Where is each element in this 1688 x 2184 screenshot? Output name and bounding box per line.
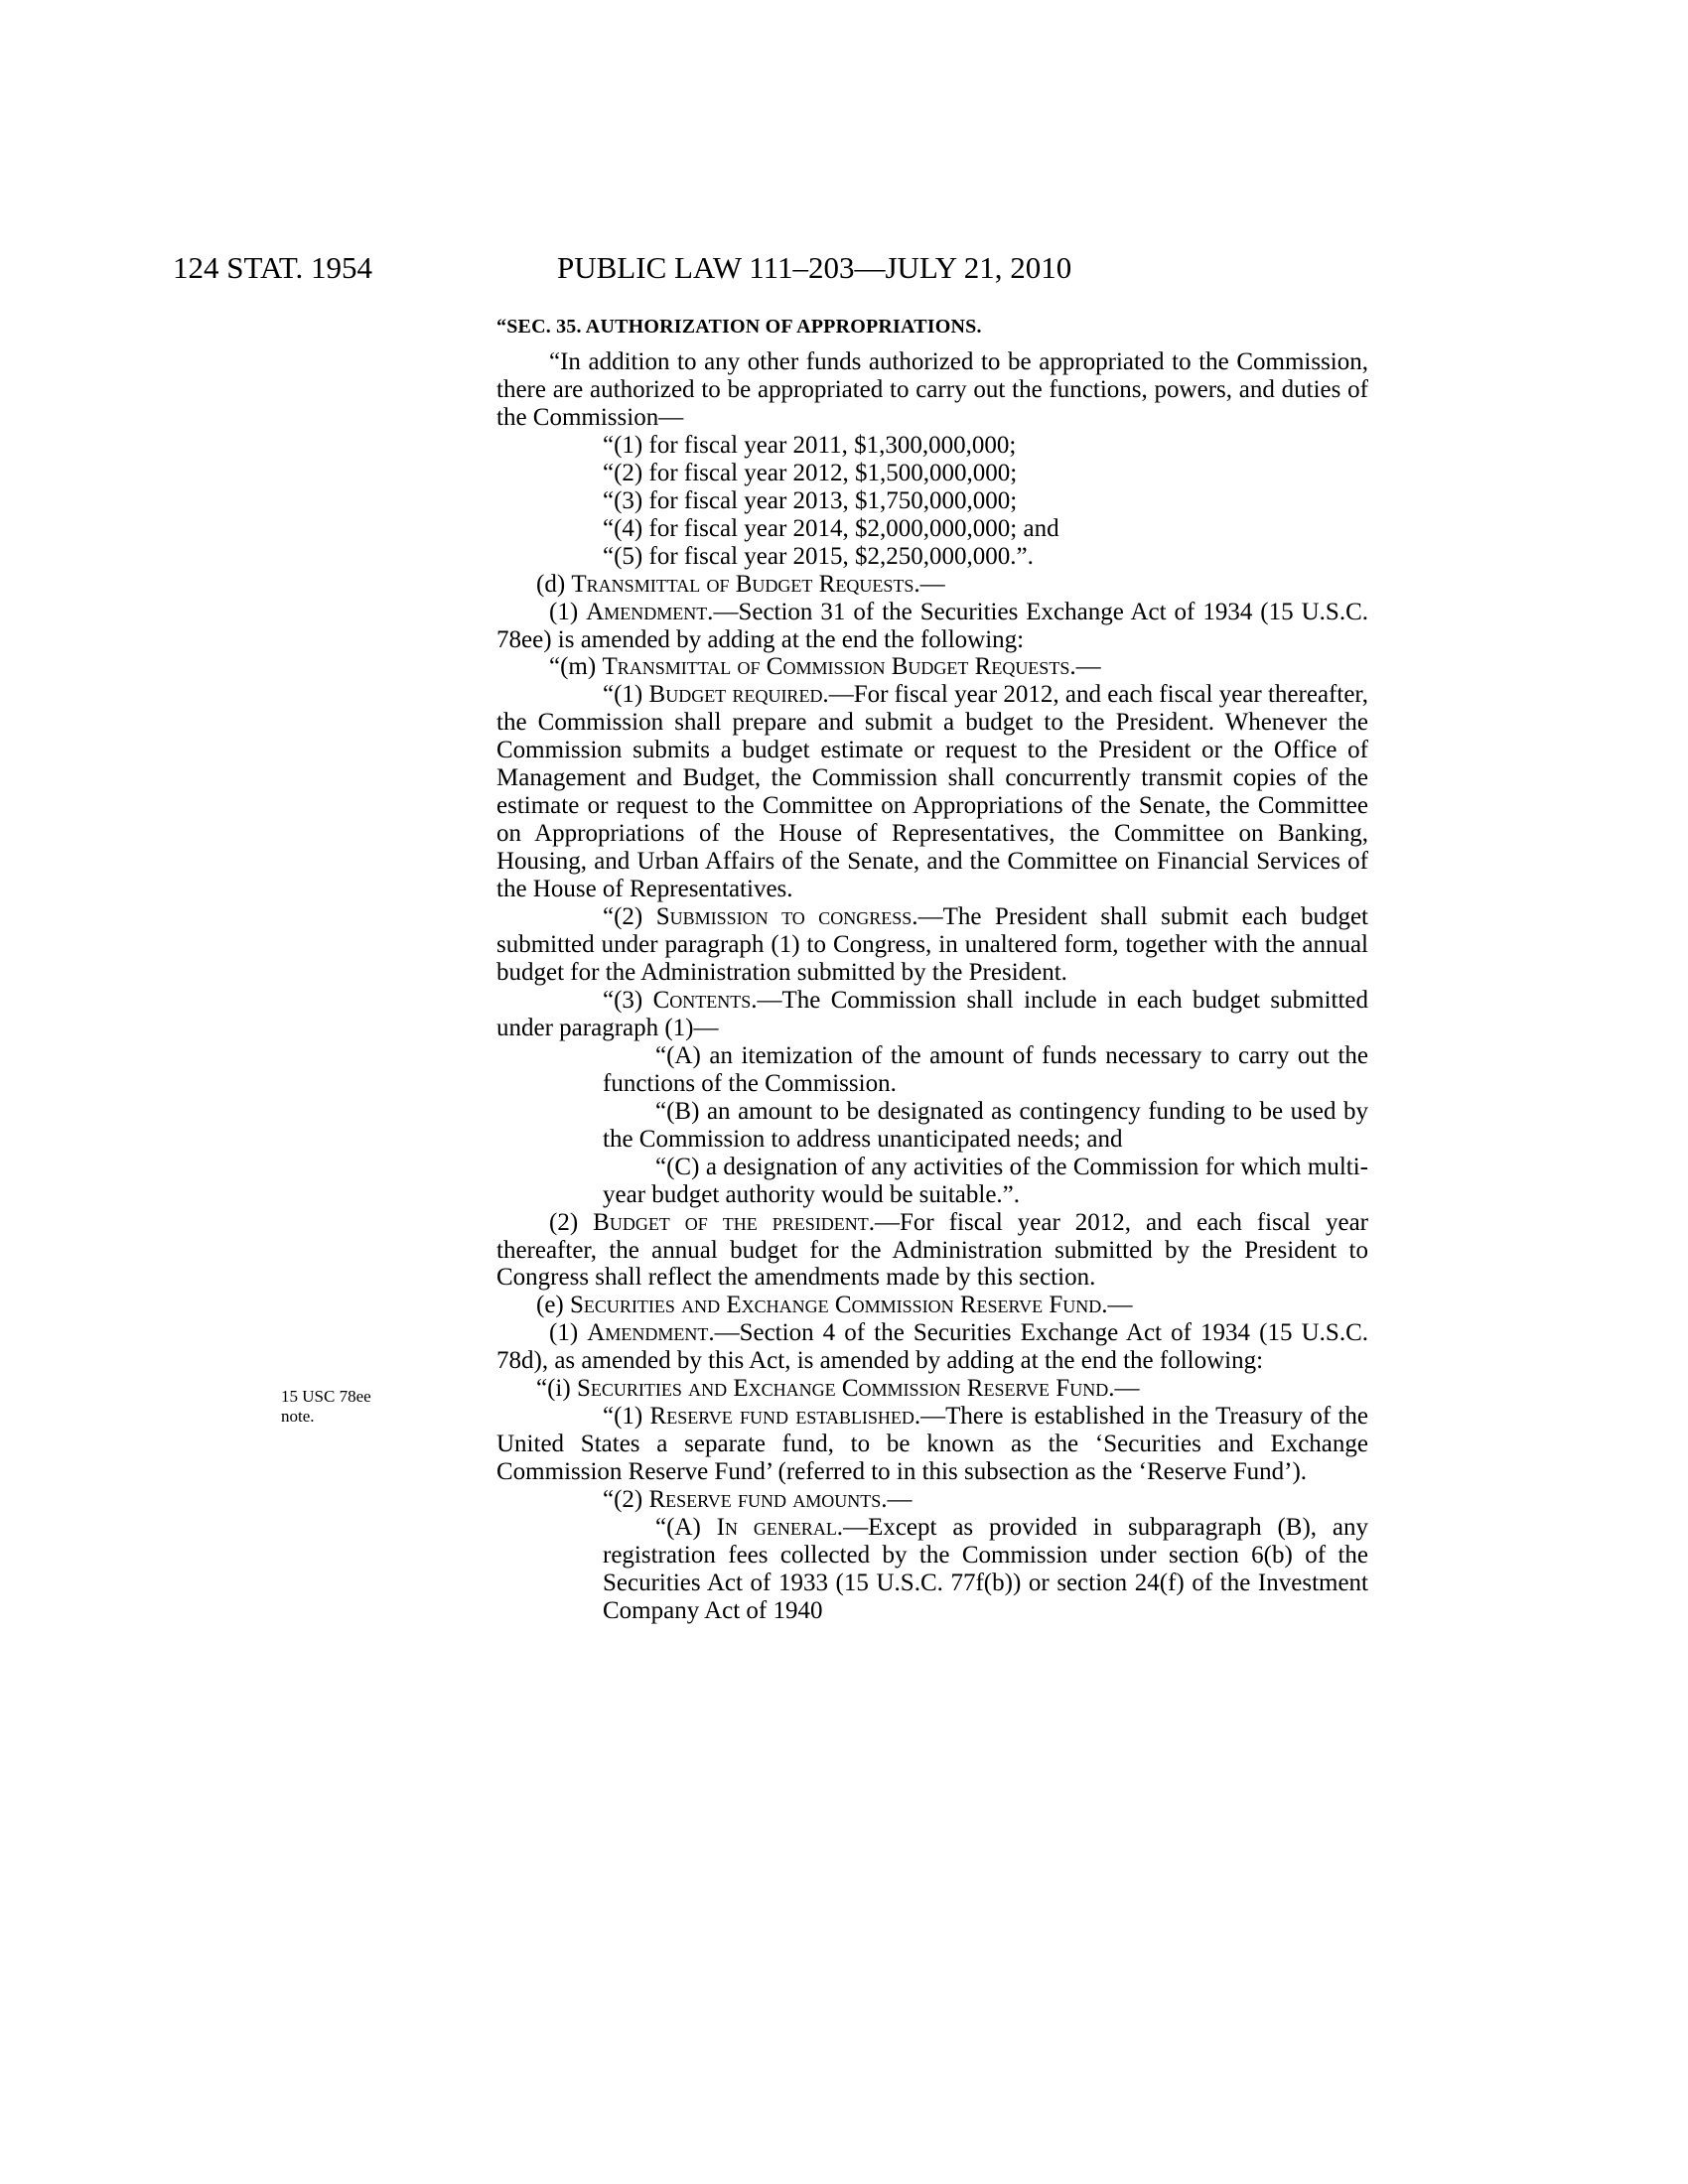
subparagraph-title: In general. [716, 1514, 844, 1542]
appropriation-item: “(1) for fiscal year 2011, $1,300,000,000; [603, 431, 1017, 459]
paragraph [496, 1209, 1368, 1293]
paragraph-number: (2) [549, 1208, 579, 1236]
paragraph-text: —For fiscal year 2012, and each fiscal year thereafter, the annual budget for the Administration submitted by the President to Congress shall reflect the amendments made by this section. [496, 1208, 1368, 1292]
paragraph [496, 1486, 1368, 1514]
paragraph-text: —Section 31 of the Securities Exchange Act of 1934 (15 U.S.C. 78ee) is amended by adding at the end the following: [496, 598, 1369, 653]
subsection-number: “(i) [536, 1375, 571, 1403]
appropriation-item: “(2) for fiscal year 2012, $1,500,000,000; [603, 459, 1018, 486]
paragraph-text: —The President shall submit each budget submitted under paragraph (1) to Congress, in unaltered form, together with the annual budget for the Administration submitted by the President. [496, 903, 1368, 986]
subsection-title: Transmittal of Budget Requests.— [571, 570, 945, 598]
paragraph-title: Amendment. [587, 1319, 715, 1347]
paragraph-title: Reserve fund amounts.— [648, 1486, 913, 1514]
paragraph-text: —The Commission shall include in each budget submitted under paragraph (1)— [496, 986, 1369, 1041]
paragraph [496, 681, 1368, 903]
paragraph-number: (1) [549, 598, 579, 625]
statute-body [496, 348, 1368, 1625]
subparagraph-number: “(A) [655, 1514, 701, 1542]
paragraph [496, 1319, 1368, 1375]
margin-note-suffix: note. [281, 1407, 315, 1426]
paragraph-text: —There is established in the Treasury of the United States a separate fund, to be known as the ‘Securities and Exchange Commission Reserve Fund’ (referred to in this subsection as the ‘Reserve Fund’). [496, 1403, 1368, 1486]
paragraph [496, 987, 1368, 1042]
paragraph-title: Reserve fund established. [649, 1403, 921, 1431]
paragraph [496, 903, 1368, 987]
paragraph-number: “(3) [603, 986, 643, 1014]
paragraph-number: “(1) [603, 681, 643, 709]
appropriation-item: “(4) for fiscal year 2014, $2,000,000,000; and [603, 514, 1059, 542]
subparagraph: “(A) an itemization of the amount of funds necessary to carry out the functions of the Commission. [603, 1041, 1368, 1097]
section-heading: “SEC. 35. AUTHORIZATION OF APPROPRIATIONS. [496, 316, 982, 338]
paragraph: “In addition to any other funds authorized to be appropriated to the Commission, there are authorized to be appropriated to carry out the functions, powers, and duties of the Commission— [496, 348, 1368, 431]
paragraph-text: —Section 4 of the Securities Exchange Act of 1934 (15 U.S.C. 78d), as amended by this Act, is amended by adding at the end the following: [496, 1319, 1369, 1375]
subsection-title: Transmittal of Commission Budget Requests.— [602, 653, 1101, 681]
subparagraph [496, 1514, 1368, 1625]
page-number: 124 STAT. 1954 [173, 250, 373, 285]
margin-note [281, 1387, 460, 1427]
subsection-title: Securities and Exchange Commission Reserve Fund.— [576, 1375, 1140, 1403]
page-header [0, 250, 1688, 290]
subparagraph: “(C) a designation of any activities of the Commission for which multi-year budget authority would be suitable.”. [603, 1153, 1368, 1208]
paragraph-title: Budget of the president. [593, 1208, 875, 1236]
paragraph-number: (1) [549, 1319, 579, 1347]
subsection-heading [496, 653, 1368, 681]
paragraph-title: Amendment. [586, 598, 714, 625]
subsection-number: (e) [536, 1292, 564, 1319]
subparagraph: “(B) an amount to be designated as contingency funding to be used by the Commission to address unanticipated needs; and [603, 1097, 1368, 1153]
paragraph [496, 599, 1368, 654]
subsection-heading [496, 1292, 1368, 1319]
running-head: PUBLIC LAW 111–203—JULY 21, 2010 [557, 250, 1072, 285]
paragraph-number: “(1) [603, 1403, 643, 1431]
subparagraph-text: —Except as provided in subparagraph (B), any registration fees collected by the Commission under section 6(b) of the Securities Act of 1933 (15 U.S.C. 77f(b)) or section 24(f) of the Investment Company Act of 1940 [603, 1514, 1368, 1624]
subsection-title: Securities and Exchange Commission Reserve Fund.— [570, 1292, 1133, 1319]
paragraph-text: —For fiscal year 2012, and each fiscal year thereafter, the Commission shall prepare and submit a budget to the President. Whenever the Commission submits a budget estimate or request to the President or the Office of Management and Budget, the Commission shall concurrently transmit copies of the estimate or request to the Committee on Appropriations of the Senate, the Committee on Appropriations of the House of Representatives, the Committee on Banking, Housing, and Urban Affairs of the Senate, and the Committee on Financial Services of the House of Representatives. [496, 681, 1368, 903]
paragraph-number: “(2) [603, 1486, 643, 1514]
paragraph [496, 1403, 1368, 1486]
appropriation-item: “(3) for fiscal year 2013, $1,750,000,000; [603, 486, 1018, 514]
paragraph-title: Budget required. [648, 681, 829, 709]
subsection-heading [496, 571, 1368, 599]
paragraph-title: Submission to congress. [655, 903, 918, 931]
subsection-number: “(m) [549, 653, 597, 681]
subsection-number: (d) [536, 570, 566, 598]
appropriation-item: “(5) for fiscal year 2015, $2,250,000,000.”. [603, 542, 1034, 570]
paragraph-number: “(2) [603, 903, 643, 931]
subsection-heading [496, 1375, 1368, 1403]
margin-note-citation: 15 USC 78ee [281, 1387, 371, 1406]
paragraph-title: Contents. [652, 986, 758, 1014]
